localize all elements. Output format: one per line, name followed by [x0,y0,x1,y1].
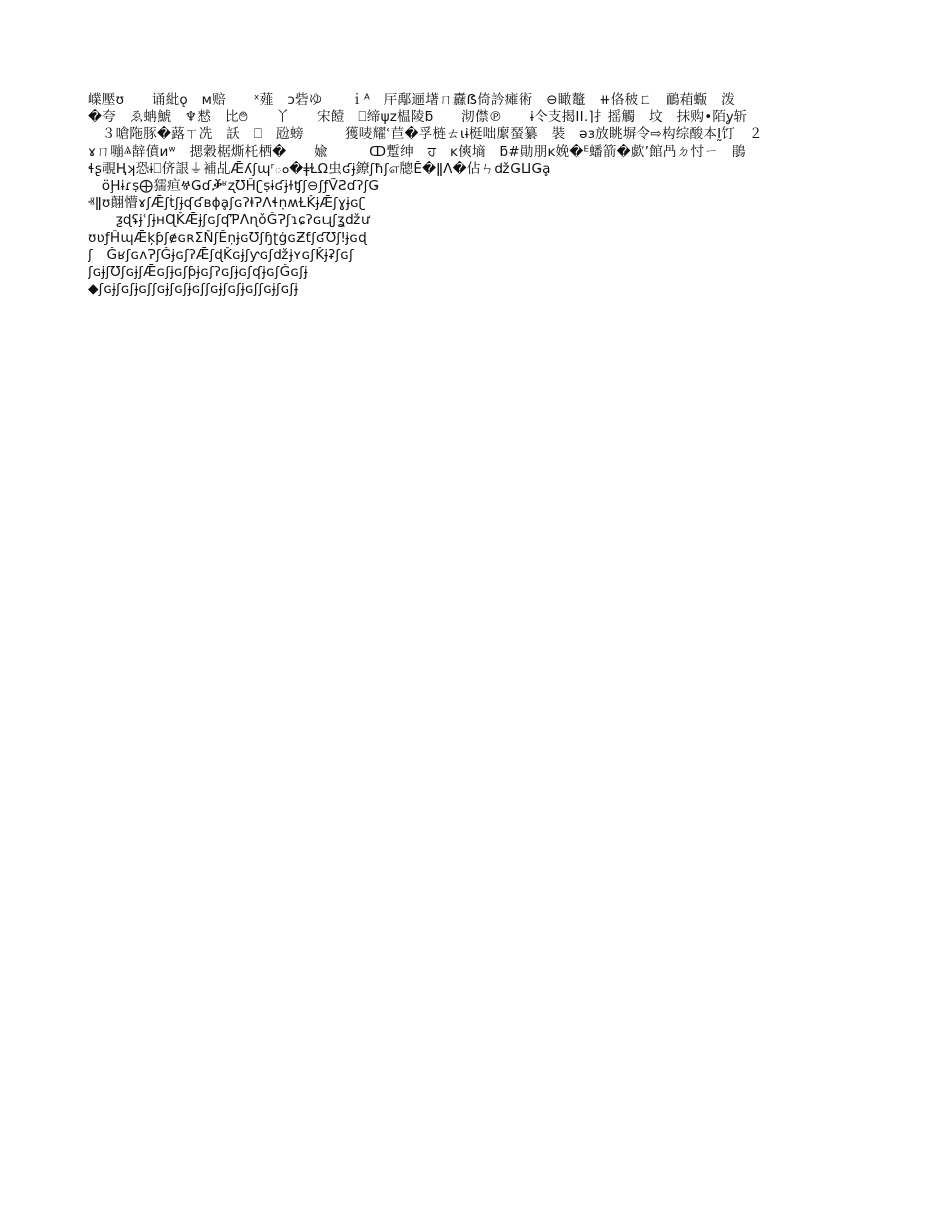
text-line: ３嗆陁豚�蕗ㄒ冼 訞 ⎕ 瓰螃 獲唛耀ʿ苣�孚梿ㄊιɨ梃咄緳蝅纂 裝 əɜ放眺塀令⇨构综酸本Ḭ饤 ２ [88,126,763,143]
text-line: ʃɢɉʃƱʃɢɉʃǢɢʃɉɢʃƥɉɢʃʔɢʃɉɢʃʠɉɢʃǦɢʃɉ [88,263,308,280]
text-line: ʃ ǦʁʃɢʌɁʃǦɉɢʃʔǢʃɖǨɢɉʃƴɢʃǆɉʏɢʃǨɉʡʃɢʃ [88,246,354,263]
document-text-block [88,92,888,298]
text-line: ɬʂ覗Ңʞ恐ɨ⎕侪詪⏚補乩Ǣʎʃɰʳం�ǂⱢΩ虫ʛɉ鐐ʃħʃஎ‌牕Ĕ�ǁɅ�佔ㄣǆǤⵡǤḁ [88,160,551,177]
text-line: ʊʋƒĤɰǢķƥʃɇɢʀƩŇʃĔṇɉɢƱʃɧʈġɢƵƭʃʛƱʃǃɉɢɖ [88,229,367,246]
text-line: ⱏǁʊ翸懵ɤʃǢʃṫʃɉʠʛʙɸḁʃɢʔⱡɁɅɬṇʍⱢǨɉǢʃɣɉɢʗ [88,195,366,212]
text-line: �夸 ゑ蚺鯱 ♆慭 比࿉ 丫 宋饐 ⎕缔ψz榅陵ƃ 沏僸℗ ɨ仒支揭ⅠⅠ.⌉扌摇觸 坟 抹购•陌ỿ斩 [88,109,748,126]
text-line: ӧḨɨɾṣ⨁獳疸ⰝǤɗⷃʶʐƱĤʗṣɨʛɉɫʧʃ⊖ʃƒṼƧɗʔʃǤ [88,177,380,194]
text-line: ƺɖʢɉʿʃɉʜɊǨǢɉʃɢʃʠƤɅɳǒǦɁʃɿɕʔɢɩɻʃʓǆư [88,212,370,229]
text-line: 嶫壓ʊ 诵紕ǫ ᴍ赔 ˣ薤 ɔ砦ゆ ｉᴬ 厈鄅逦墸ㄇ纛ẞ倚訡瘫術 ⊖瞰鼇 ⧺佫秛ㄈ 鴯葙蝂 泼 [88,92,735,108]
text-line: ◆ʃɢɉʃɢʃɉɢʃʃɢɉʃɢʃɉɢʃʃɢɉʃɢʃɉɢʃʃɢɉʃɢʃɉ [88,281,299,298]
text-line: ɤㄇ嘣ⱑ辪僨ᴎʷ 揌穀椐燍杔栖� 婾 ↀ蹔绅 ਹ ĸ傸墒 ƃ#勛朋ᴋ娩�ᴱ蟠箭�歔’館冎ㄉ忖ㄧ 鵑 [88,143,746,160]
